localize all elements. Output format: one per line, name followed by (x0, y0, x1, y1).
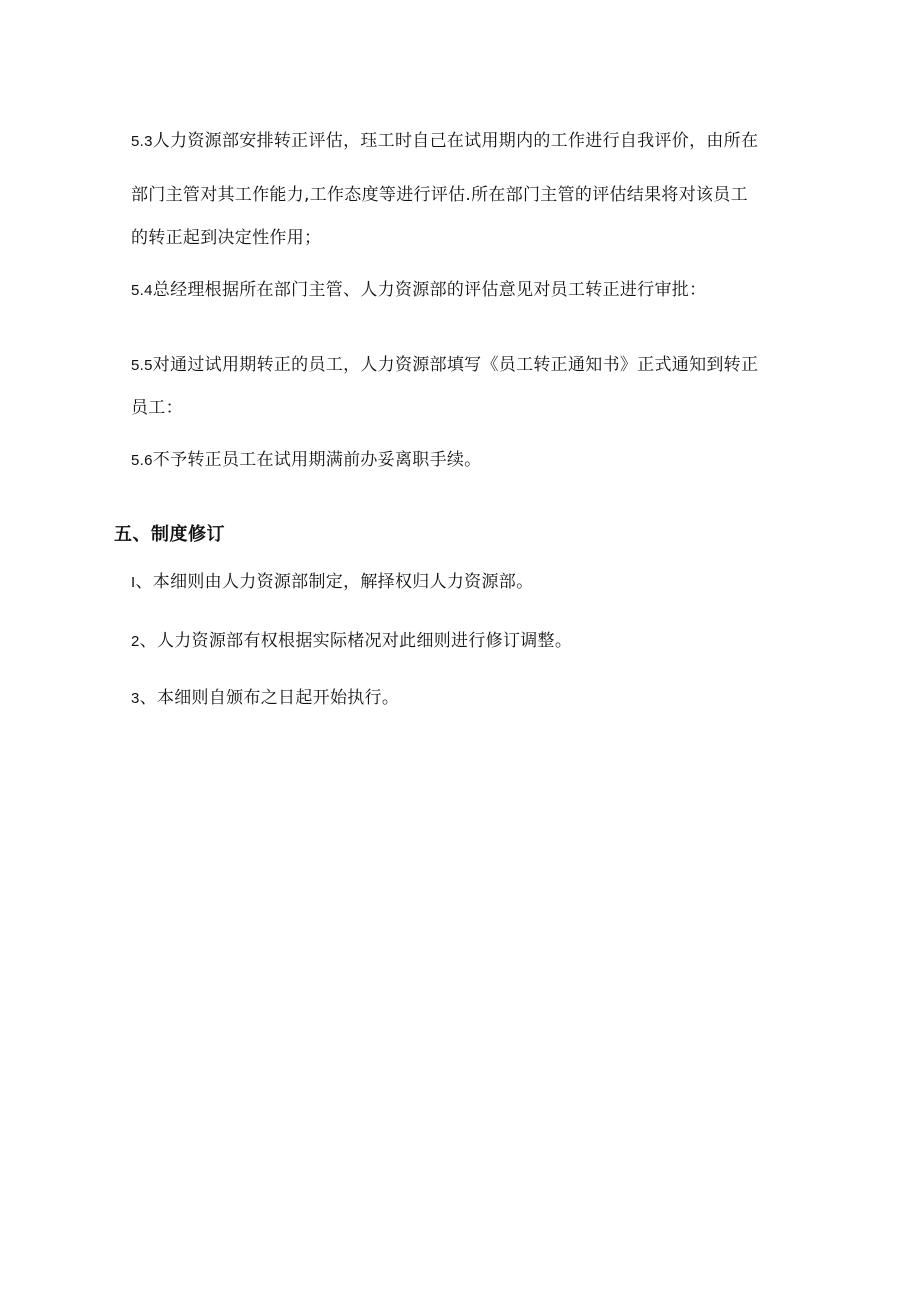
revision-item-1-text: 、本细则由人力资源部制定，解择权归人力资源部。 (135, 572, 534, 592)
item-5-3-text-3: 的转正起到决定性作用； (131, 228, 322, 248)
item-5-5-line-1 (131, 354, 758, 377)
item-5-4-text-1: 总经理根据所在部门主管、人力资源部的评估意见对员工转正进行审批： (152, 280, 707, 300)
revision-item-3 (131, 687, 399, 710)
item-5-5-number: 5.5 (131, 357, 153, 374)
item-5-6-number: 5.6 (131, 452, 153, 469)
revision-item-3-number: 3 (131, 690, 140, 707)
item-5-5-text-1: 对通过试用期转正的员工，人力资源部填写《员工转正通知书》正式通知到转正 (152, 355, 759, 375)
item-5-6-line-1 (131, 449, 481, 472)
revision-item-2-text: 、人力资源部有权根据实际楮况对此细则进行修订调整。 (139, 631, 573, 651)
item-5-3-line-1 (131, 130, 758, 153)
item-5-3-line-3 (131, 227, 321, 249)
item-5-5-text-2: 员工： (131, 398, 183, 418)
item-5-5-line-2 (131, 397, 183, 419)
item-5-3-number: 5.3 (131, 133, 153, 150)
revision-item-3-text: 、本细则自颁布之日起开始执行。 (139, 688, 400, 708)
item-5-3-line-2 (131, 184, 748, 206)
section-heading-revision: 五、制度修订 (114, 524, 225, 545)
item-5-3-text-1: 人力资源部安排转正评估，珏工时自己在试用期内的工作进行自我评价，由所在 (152, 131, 759, 151)
item-5-4-line-1 (131, 279, 706, 302)
revision-item-1 (131, 571, 533, 594)
revision-item-1-number: I (131, 574, 136, 591)
revision-item-2-number: 2 (131, 633, 140, 650)
revision-item-2 (131, 630, 572, 653)
item-5-6-text-1: 不予转正员工在试用期满前办妥离职手续。 (152, 450, 482, 470)
item-5-3-text-2: 部门主管对其工作能力,工作态度等进行评估.所在部门主管的评估结果将对该员工 (131, 185, 748, 205)
item-5-4-number: 5.4 (131, 282, 153, 299)
